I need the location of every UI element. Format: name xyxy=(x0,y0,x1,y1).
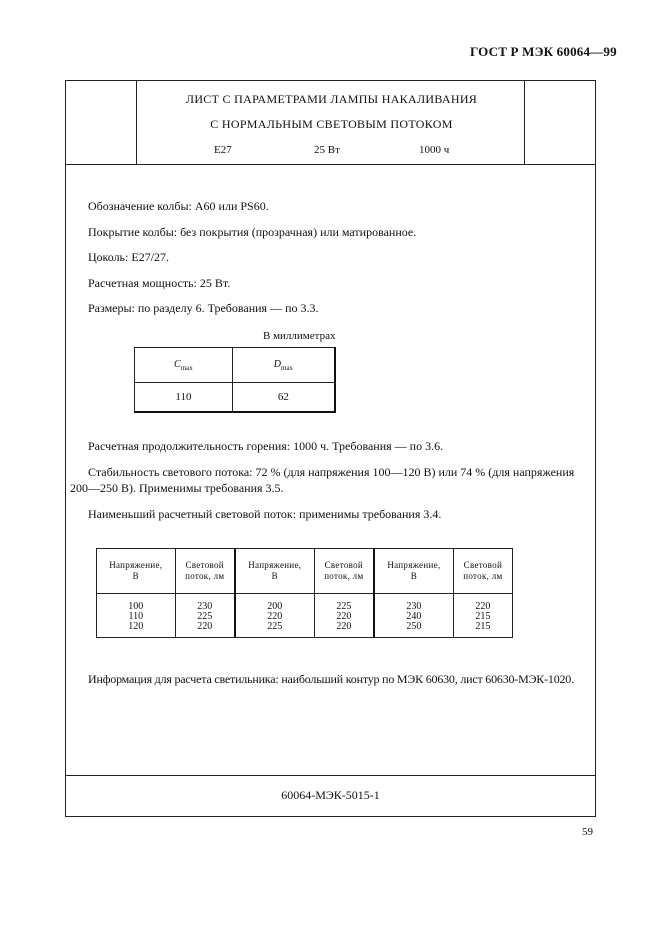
lamp-base: Цоколь: E27/27. xyxy=(88,250,170,264)
sheet-title-line1: ЛИСТ С ПАРАМЕТРАМИ ЛАМПЫ НАКАЛИВАНИЯ xyxy=(185,92,478,106)
voltage-header: Напряжение, В xyxy=(235,549,314,594)
standard-code: ГОСТ Р МЭК 60064—99 xyxy=(470,44,617,59)
table-row xyxy=(135,383,336,413)
table-row xyxy=(135,348,336,383)
voltage-header: Напряжение, В xyxy=(97,549,176,594)
bulb-designation: Обозначение колбы: A60 или PS60. xyxy=(88,199,269,213)
voltage-values-group-3: 230 240 250 xyxy=(374,594,453,638)
voltage-values-group-1: 100 110 120 xyxy=(97,594,176,638)
bulb-coating: Покрытие колбы: без покрытия (прозрачная) или матированное. xyxy=(88,225,417,239)
header-life: 1000 ч xyxy=(419,144,450,156)
header-right-cell xyxy=(524,81,595,164)
flux-stability-line2: 200—250 В). Применимы требования 3.5. xyxy=(70,481,284,495)
dimensions-requirement: Размеры: по разделу 6. Требования — по 3.3. xyxy=(88,301,319,315)
burning-life: Расчетная продолжительность горения: 1000 ч. Требования — по 3.6. xyxy=(88,439,444,453)
flux-header: Световой поток, лм xyxy=(314,549,374,594)
rated-power: Расчетная мощность: 25 Вт. xyxy=(88,276,231,290)
flux-header: Световой поток, лм xyxy=(175,549,235,594)
flux-stability-line1: Стабильность светового потока: 72 % (для напряжения 100—120 В) или 74 % (для напряжения xyxy=(88,465,575,479)
header-left-cell xyxy=(66,81,137,164)
page-number: 59 xyxy=(582,826,593,838)
sheet-code: 60064-МЭК-5015-1 xyxy=(281,788,380,802)
lamp-data-sheet-frame xyxy=(65,80,596,817)
flux-values-group-1: 230 225 220 xyxy=(175,594,235,638)
min-flux-requirement: Наименьший расчетный световой поток: применимы требования 3.4. xyxy=(88,507,442,521)
c-max-header: $C_{max}$ xyxy=(135,348,233,383)
header-power: 25 Вт xyxy=(314,144,340,156)
luminaire-design-info: Информация для расчета светильника: наибольший контур по МЭК 60630, лист 60630-МЭК-1020. xyxy=(88,672,574,686)
d-max-value: 62 xyxy=(232,383,335,413)
voltage-header: Напряжение, В xyxy=(374,549,453,594)
d-max-header: $D_{max}$ xyxy=(232,348,335,383)
flux-values-group-3: 220 215 215 xyxy=(453,594,512,638)
units-note: В миллиметрах xyxy=(263,330,336,342)
flux-header: Световой поток, лм xyxy=(453,549,512,594)
luminous-flux-table xyxy=(96,548,513,638)
sheet-footer xyxy=(66,775,595,816)
dimensions-table xyxy=(134,347,336,413)
flux-values-group-2: 225 220 220 xyxy=(314,594,374,638)
table-row xyxy=(97,594,513,638)
sheet-title-line2: С НОРМАЛЬНЫМ СВЕТОВЫМ ПОТОКОМ xyxy=(210,117,453,131)
table-row xyxy=(97,549,513,594)
voltage-values-group-2: 200 220 225 xyxy=(235,594,314,638)
c-max-value: 110 xyxy=(135,383,233,413)
header-cap: E27 xyxy=(214,144,232,156)
sheet-header xyxy=(66,81,595,165)
